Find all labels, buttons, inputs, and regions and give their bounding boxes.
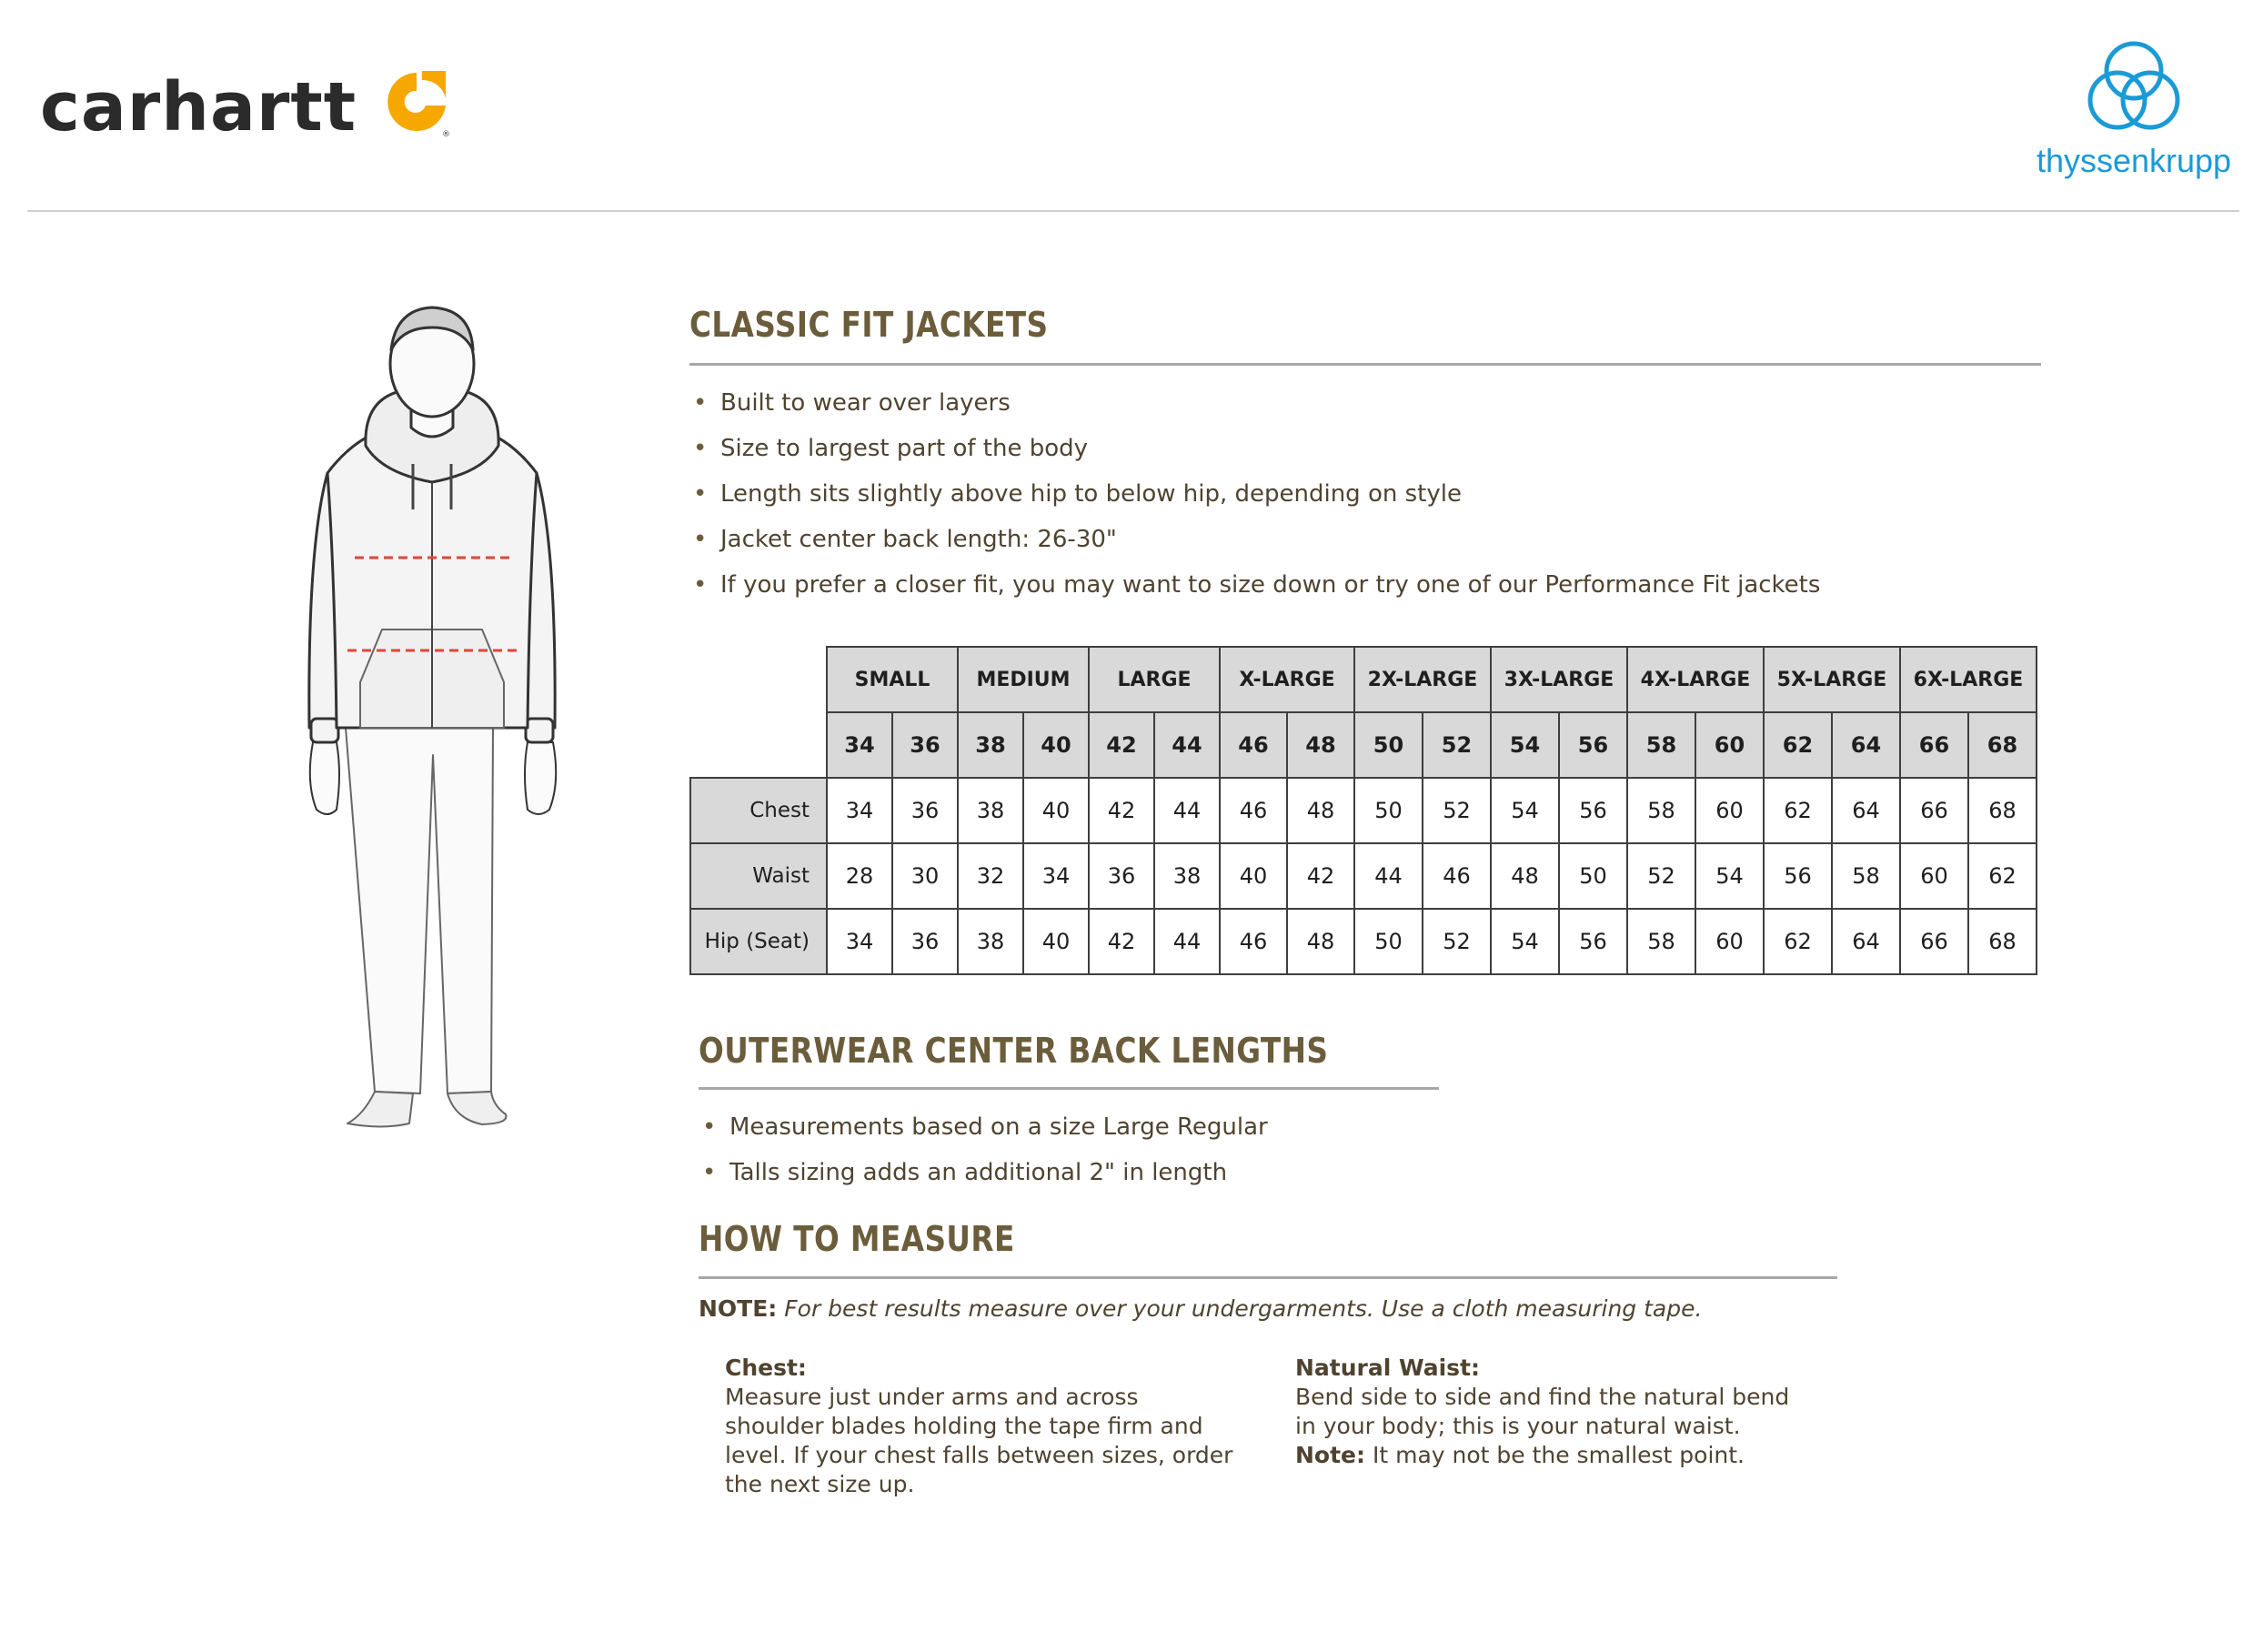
list-item: • Measurements based on a size Large Regular [699,1104,1268,1150]
table-cell: 64 [1832,909,1900,974]
numeric-size-header: 68 [1968,712,2037,778]
size-chart-table [689,646,2037,975]
numeric-size-header: 44 [1154,712,1220,778]
numeric-size-header: 54 [1491,712,1559,778]
table-cell: 36 [892,909,958,974]
table-cell: 32 [958,843,1023,909]
table-cell: 54 [1491,778,1559,843]
table-cell: 48 [1287,909,1354,974]
table-cell: 42 [1089,778,1154,843]
table-cell: 50 [1559,843,1627,909]
numeric-size-header: 62 [1764,712,1832,778]
chest-instructions [725,1354,1234,1499]
chest-text: Measure just under arms and across shoulder blades holding the tape firm and level. If your chest falls between sizes, order the next size up. [725,1384,1233,1497]
outerwear-rule [699,1087,1439,1090]
numeric-size-header: 34 [827,712,892,778]
measure-note [699,1295,1702,1322]
table-cell: 34 [827,909,892,974]
table-cell: 30 [892,843,958,909]
table-cell: 40 [1023,909,1089,974]
size-header: 3X-LARGE [1491,647,1627,712]
outerwear-bullets [699,1104,1268,1195]
numeric-size-header: 50 [1354,712,1423,778]
table-row-waist [690,843,2037,909]
table-cell: 44 [1154,909,1220,974]
waist-note-label: Note: [1295,1442,1366,1468]
thyssenkrupp-wordmark: thyssenkrupp [2036,142,2232,179]
list-item: • If you prefer a closer fit, you may want to size down or try one of our Performance Fit jackets [689,562,1820,608]
size-header: LARGE [1089,647,1220,712]
table-cell: 62 [1764,778,1832,843]
waist-text-main: Bend side to side and find the natural bend in your body; this is your natural waist. [1295,1384,1790,1439]
table-corner [690,712,827,778]
numeric-size-header: 42 [1089,712,1154,778]
row-label: Waist [690,843,827,909]
table-cell: 44 [1354,843,1423,909]
table-cell: 34 [1023,843,1089,909]
row-label: Chest [690,778,827,843]
table-cell: 58 [1627,778,1695,843]
waist-text-note: It may not be the smallest point. [1365,1442,1745,1468]
classic-fit-title: CLASSIC FIT JACKETS [689,305,1049,345]
table-cell: 44 [1154,778,1220,843]
numeric-size-header: 52 [1423,712,1491,778]
list-item: • Talls sizing adds an additional 2" in length [699,1150,1268,1195]
list-item: • Length sits slightly above hip to below hip, depending on style [689,471,1820,517]
table-cell: 48 [1491,843,1559,909]
table-row-chest [690,778,2037,843]
table-cell: 48 [1287,778,1354,843]
carhartt-c-icon [386,71,450,139]
table-cell: 46 [1423,843,1491,909]
size-header: 2X-LARGE [1354,647,1491,712]
numeric-size-header: 46 [1220,712,1287,778]
size-label-row [690,647,2037,712]
table-cell: 60 [1900,843,1968,909]
svg-text:®: ® [442,130,450,139]
table-cell: 52 [1627,843,1695,909]
carhartt-wordmark: carhartt [40,68,357,146]
table-cell: 62 [1968,843,2037,909]
table-cell: 42 [1287,843,1354,909]
row-label: Hip (Seat) [690,909,827,974]
table-cell: 54 [1695,843,1764,909]
table-cell: 56 [1559,909,1627,974]
thyssenkrupp-rings-icon [2027,35,2241,142]
table-cell: 40 [1220,843,1287,909]
table-cell: 58 [1627,909,1695,974]
table-cell: 38 [958,778,1023,843]
numeric-size-header: 64 [1832,712,1900,778]
table-row-hip [690,909,2037,974]
numeric-size-header: 48 [1287,712,1354,778]
table-cell: 52 [1423,778,1491,843]
list-item: • Jacket center back length: 26-30" [689,517,1820,562]
numeric-size-header: 66 [1900,712,1968,778]
table-corner [690,647,827,712]
list-item: • Built to wear over layers [689,380,1820,426]
table-cell: 60 [1695,909,1764,974]
table-cell: 46 [1220,778,1287,843]
header-divider [27,210,2239,212]
how-to-measure-rule [699,1276,1837,1279]
table-cell: 50 [1354,909,1423,974]
size-header: 5X-LARGE [1764,647,1900,712]
numeric-size-header: 60 [1695,712,1764,778]
waist-title: Natural Waist: [1295,1355,1480,1381]
table-cell: 60 [1695,778,1764,843]
table-cell: 66 [1900,909,1968,974]
table-cell: 46 [1220,909,1287,974]
thyssenkrupp-logo [2027,35,2241,187]
table-cell: 56 [1559,778,1627,843]
table-cell: 52 [1423,909,1491,974]
table-cell: 34 [827,778,892,843]
table-cell: 62 [1764,909,1832,974]
table-cell: 50 [1354,778,1423,843]
classic-fit-bullets [689,380,1820,608]
table-cell: 66 [1900,778,1968,843]
outerwear-title: OUTERWEAR CENTER BACK LENGTHS [699,1031,1329,1071]
table-cell: 28 [827,843,892,909]
list-item: • Size to largest part of the body [689,426,1820,471]
table-cell: 64 [1832,778,1900,843]
table-cell: 56 [1764,843,1832,909]
note-text: For best results measure over your undergarments. Use a cloth measuring tape. [784,1295,1703,1322]
numeric-size-header: 56 [1559,712,1627,778]
table-cell: 54 [1491,909,1559,974]
table-cell: 36 [892,778,958,843]
table-cell: 38 [1154,843,1220,909]
table-cell: 40 [1023,778,1089,843]
size-header: SMALL [827,647,958,712]
table-cell: 36 [1089,843,1154,909]
classic-fit-rule [689,363,2041,366]
numeric-size-row [690,712,2037,778]
waist-text [1295,1383,1805,1470]
table-cell: 42 [1089,909,1154,974]
size-header: 4X-LARGE [1627,647,1764,712]
note-label: NOTE: [699,1295,778,1322]
table-cell: 58 [1832,843,1900,909]
numeric-size-header: 36 [892,712,958,778]
size-header: X-LARGE [1220,647,1354,712]
numeric-size-header: 58 [1627,712,1695,778]
table-cell: 68 [1968,909,2037,974]
waist-instructions [1295,1354,1805,1470]
table-cell: 68 [1968,778,2037,843]
numeric-size-header: 38 [958,712,1023,778]
size-header: MEDIUM [958,647,1089,712]
size-header: 6X-LARGE [1900,647,2037,712]
table-cell: 38 [958,909,1023,974]
numeric-size-header: 40 [1023,712,1089,778]
how-to-measure-title: HOW TO MEASURE [699,1219,1015,1259]
chest-title: Chest: [725,1355,807,1381]
jacket-fit-illustration [300,300,564,1146]
